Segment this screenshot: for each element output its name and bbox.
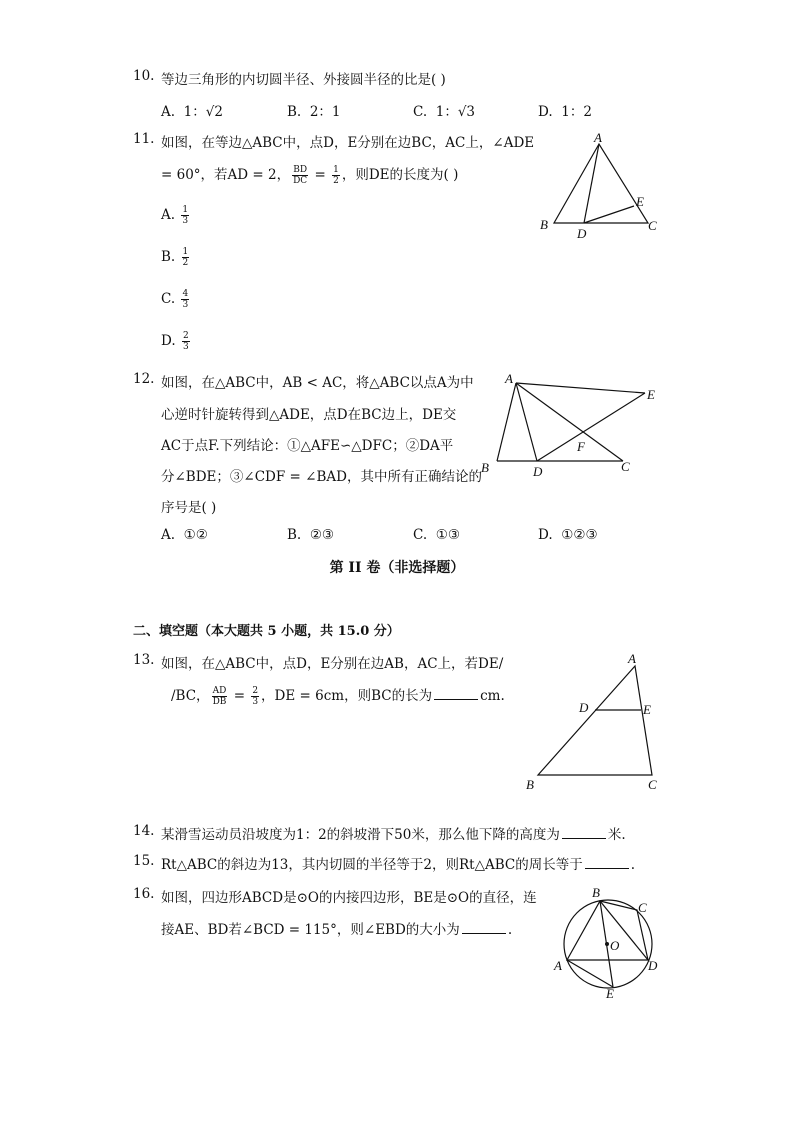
- q12-line1: 如图，在△ABC中，AB < AC，将△ABC以点A为中: [161, 375, 474, 391]
- q13-line2: /BC， $\frac{AD}{DB}$ = $\frac{2}{3}$ ，DE = 6cm，则BC的长为 cm.: [171, 686, 505, 707]
- q10-option-a: A. 1：√2: [161, 104, 223, 120]
- q12-rotation-figure: [475, 366, 670, 481]
- q11-fraction-bd-dc: $\frac{BD}{DC}$: [293, 165, 308, 186]
- q12-number: 12.: [133, 371, 155, 387]
- q16-label-o: O: [610, 938, 620, 953]
- section2-heading: 二、填空题（本大题共 5 小题，共 15.0 分）: [133, 624, 400, 639]
- q11-option-a: A. $\frac{1}{3}$: [161, 205, 189, 226]
- section-title: 第 II 卷（非选择题）: [329, 560, 465, 576]
- q13-line1: 如图，在△ABC中，点D，E分别在边AB，AC上，若DE/: [161, 656, 504, 672]
- q14-text: 某滑雪运动员沿坡度为1：2的斜坡滑下50米，那么他下降的高度为 米.: [161, 827, 626, 843]
- q16-label-d: D: [648, 958, 658, 973]
- q11-line2: = 60°，若AD = 2， $\frac{BD}{DC}$ = $\frac{1}{2}$ ，则DE的长度为( ): [161, 165, 459, 186]
- q12-line5: 序号是( ): [161, 500, 217, 516]
- q12-option-d: D. ①②③: [538, 527, 598, 543]
- q10-option-c: C. 1：√3: [413, 104, 476, 120]
- q16-label-e: E: [606, 986, 614, 1001]
- q15-number: 15.: [133, 853, 155, 869]
- q11-fraction-half: $\frac{1}{2}$: [333, 165, 339, 186]
- q12-option-b: B. ②③: [287, 527, 335, 543]
- q16-circle-figure: [548, 884, 668, 1004]
- q12-label-b: B: [481, 460, 489, 475]
- q11-line1: 如图，在等边△ABC中，点D，E分别在边BC，AC上，∠ADE: [161, 135, 535, 151]
- q16-label-b: B: [592, 885, 600, 900]
- q13-label-e: E: [643, 702, 651, 717]
- q12-line2: 心逆时针旋转得到△ADE，点D在BC边上，DE交: [161, 407, 457, 423]
- q16-label-a: A: [554, 958, 562, 973]
- q12-label-d: D: [533, 464, 543, 479]
- q13-label-a: A: [628, 651, 636, 666]
- q11-option-c: C. $\frac{4}{3}$: [161, 289, 189, 310]
- q12-option-a: A. ①②: [161, 527, 208, 543]
- q11-number: 11.: [133, 131, 155, 147]
- q11-triangle-figure: [530, 126, 670, 241]
- q13-label-d: D: [579, 700, 589, 715]
- q13-fraction-ad-db: $\frac{AD}{DB}$: [212, 686, 227, 707]
- q11-label-a: A: [594, 130, 602, 145]
- q12-line4: 分∠BDE；③∠CDF = ∠BAD，其中所有正确结论的: [161, 469, 482, 485]
- q13-fraction-two-thirds: $\frac{2}{3}$: [252, 686, 259, 707]
- q12-line3: AC于点F.下列结论：①△AFE∽△DFC；②DA平: [161, 438, 454, 454]
- q16-number: 16.: [133, 886, 155, 902]
- q12-label-e: E: [647, 387, 655, 402]
- q11-label-e: E: [636, 194, 644, 209]
- q12-option-c: C. ①③: [413, 527, 460, 543]
- q15-answer-blank[interactable]: [585, 856, 629, 869]
- q11-label-b: B: [540, 217, 548, 232]
- q11-label-d: D: [577, 226, 587, 241]
- q12-label-f: F: [577, 439, 585, 454]
- q14-answer-blank[interactable]: [562, 826, 606, 839]
- q10-number: 10.: [133, 68, 155, 84]
- q13-number: 13.: [133, 652, 155, 668]
- q16-line1: 如图，四边形ABCD是⊙O的内接四边形，BE是⊙O的直径，连: [161, 890, 537, 906]
- q13-label-c: C: [648, 777, 657, 792]
- q11-option-b: B. $\frac{1}{2}$: [161, 247, 189, 268]
- q13-label-b: B: [526, 777, 534, 792]
- q10-option-b: B. 2：1: [287, 104, 341, 120]
- q15-text: Rt△ABC的斜边为13，其内切圆的半径等于2，则Rt△ABC的周长等于 .: [161, 857, 636, 873]
- q16-answer-blank[interactable]: [462, 921, 506, 934]
- q12-label-c: C: [621, 459, 630, 474]
- q10-option-d: D. 1：2: [538, 104, 592, 120]
- q16-label-c: C: [638, 900, 647, 915]
- q12-label-a: A: [505, 371, 513, 386]
- q11-label-c: C: [648, 218, 657, 233]
- q16-line2: 接AE、BD若∠BCD = 115°，则∠EBD的大小为 .: [161, 922, 513, 938]
- q14-number: 14.: [133, 823, 155, 839]
- q13-triangle-figure: [518, 648, 668, 796]
- q10-stem: 等边三角形的内切圆半径、外接圆半径的比是( ): [161, 72, 446, 88]
- q13-answer-blank[interactable]: [434, 687, 478, 700]
- q11-option-d: D. $\frac{2}{3}$: [161, 331, 189, 352]
